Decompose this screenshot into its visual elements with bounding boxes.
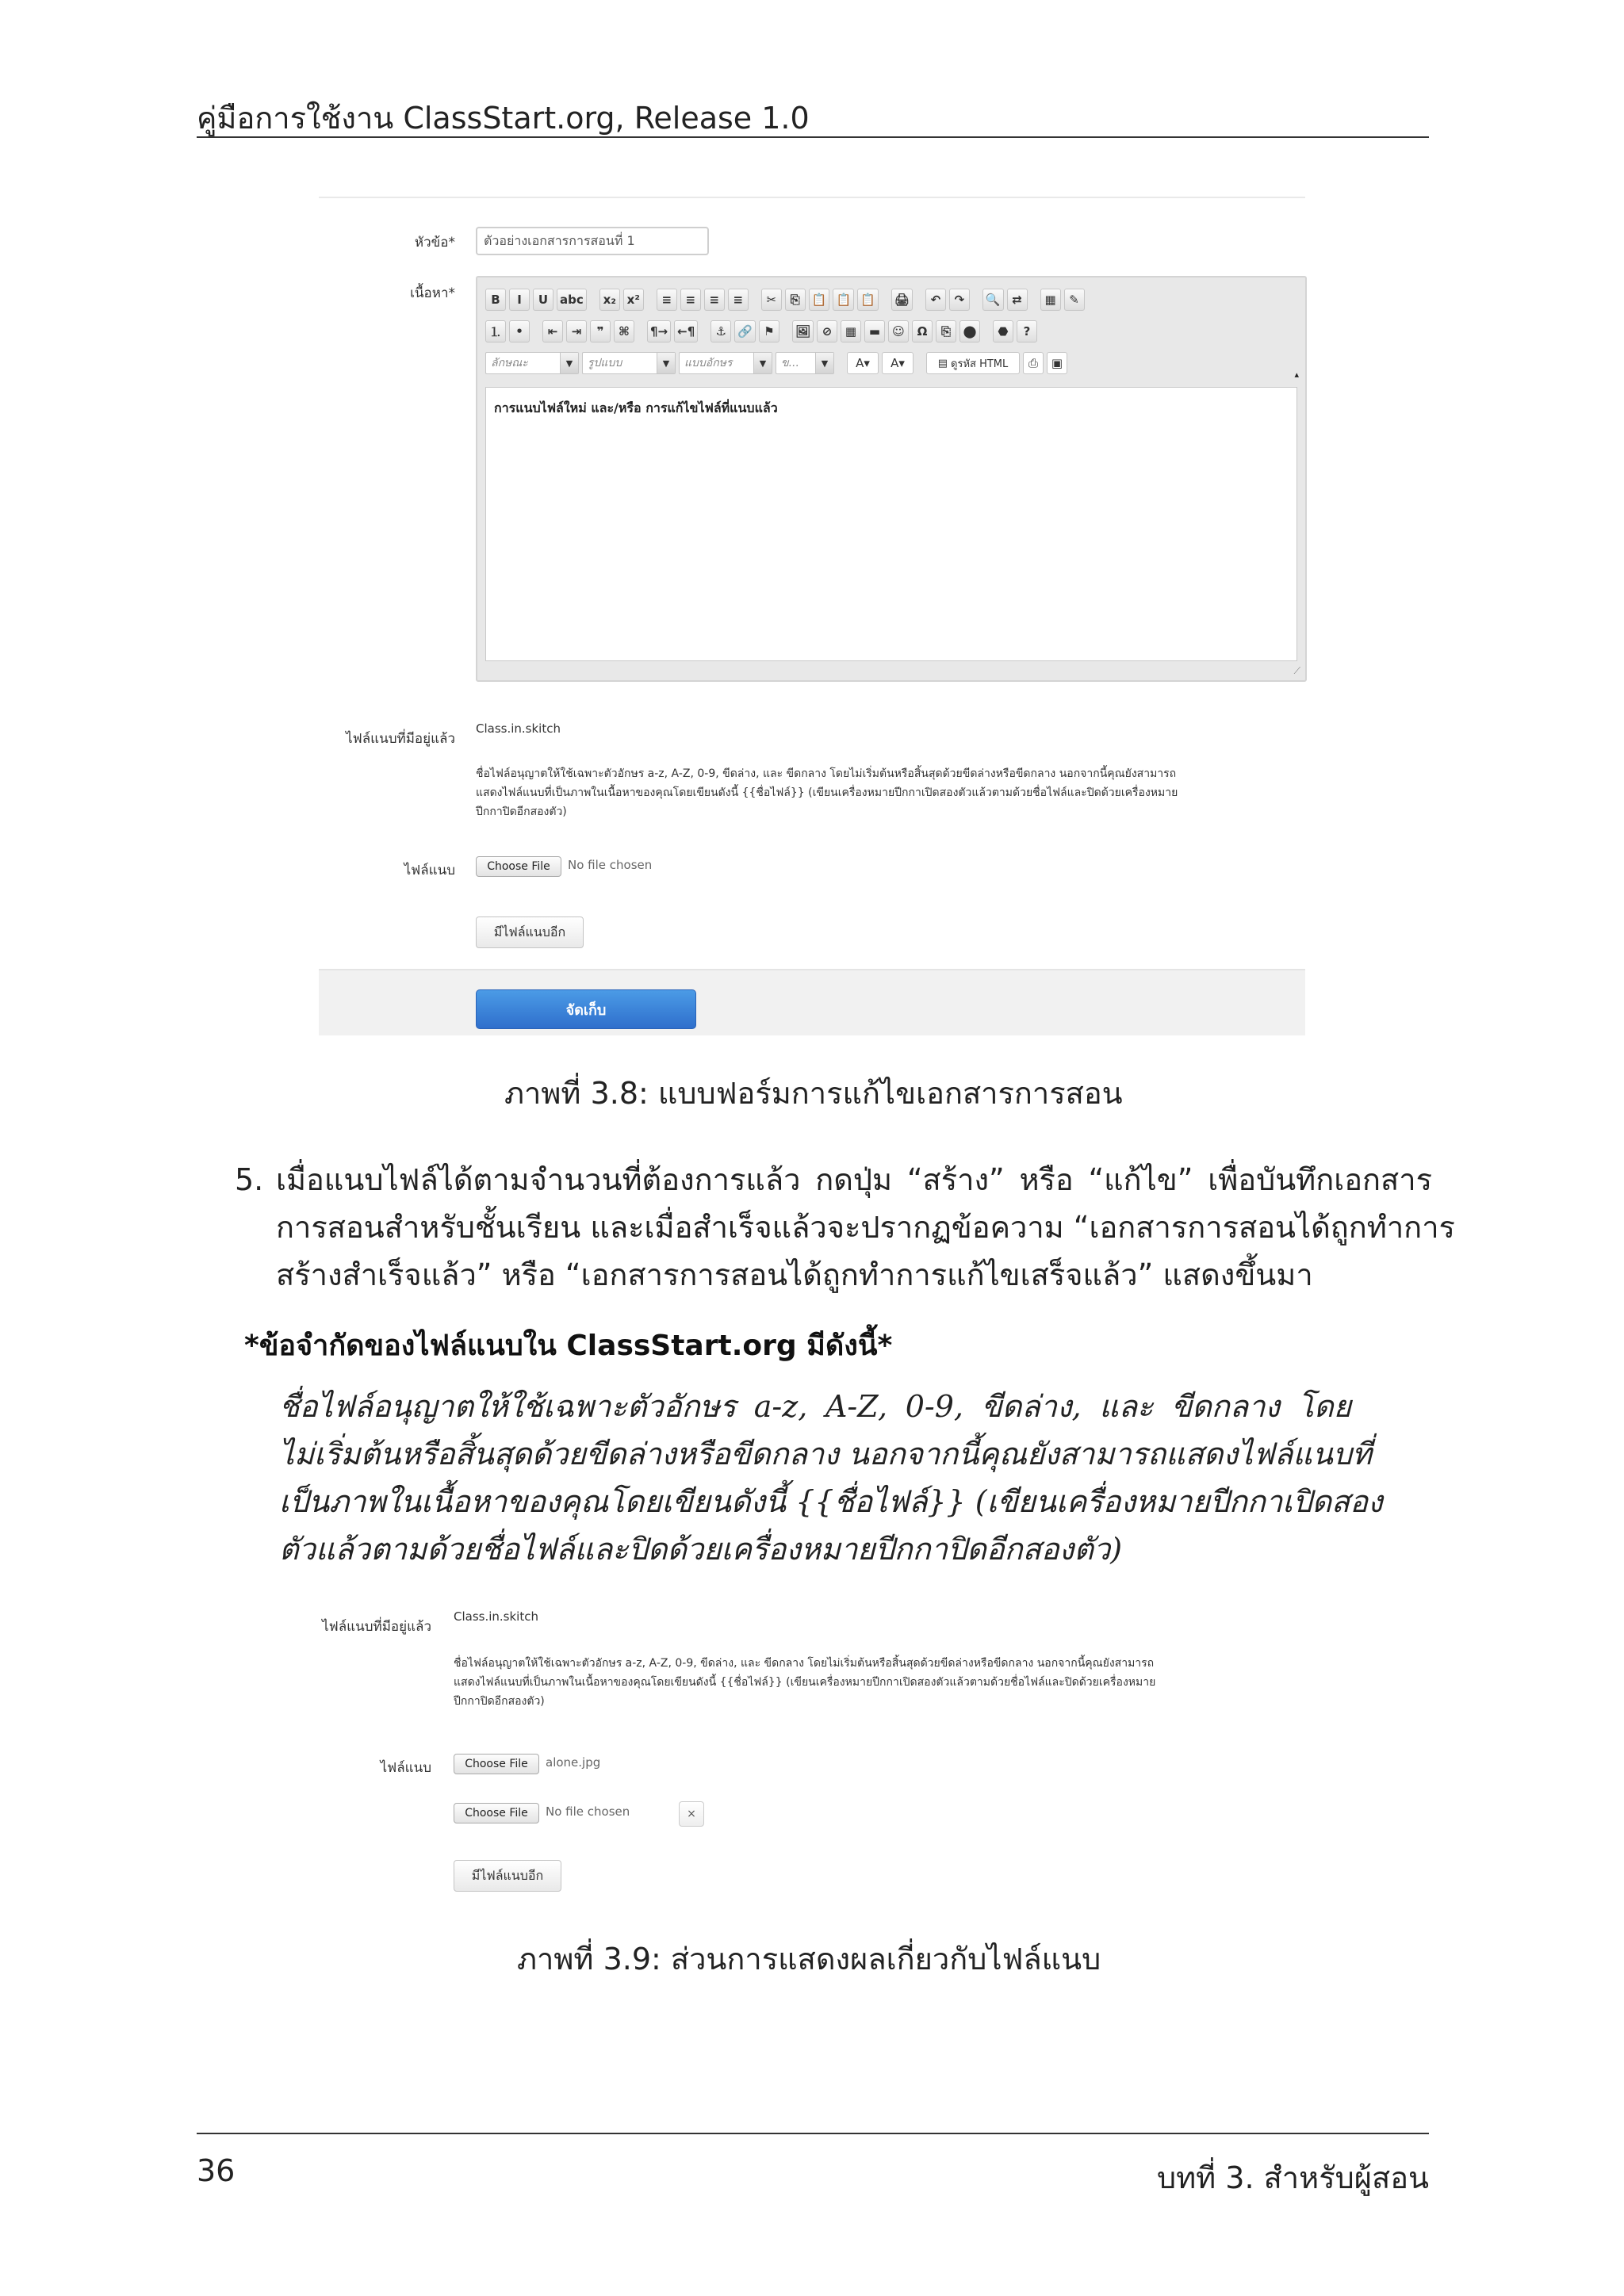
toolbar-button-2-19[interactable]: ⬣	[993, 320, 1013, 342]
toolbar-button-2-6[interactable]: ¶→	[647, 320, 671, 342]
toolbar-button-1-6[interactable]: ≡	[657, 289, 677, 311]
toolbar-button-1-12[interactable]: 📋	[809, 289, 830, 311]
title-label: หัวข้อ*	[414, 235, 455, 251]
preview-icon[interactable]: ⎙	[1023, 352, 1044, 374]
existing-files-label: ไฟล์แนบที่มีอยู่แล้ว	[322, 1619, 431, 1635]
footer-rule	[197, 2133, 1429, 2134]
toolbar-button-1-21[interactable]: ✎	[1064, 289, 1085, 311]
title-input[interactable]: ตัวอย่างเอกสารการสอนที่ 1	[476, 227, 709, 255]
editor-text: การแนบไฟล์ใหม่ และ/หรือ การแก้ไขไฟล์ที่แนบแล้ว	[494, 400, 778, 415]
form-top-border	[319, 197, 1305, 198]
style-combo[interactable]: ลักษณะ ▼	[485, 352, 579, 374]
toolbar-button-1-8[interactable]: ≡	[704, 289, 725, 311]
toolbar-button-1-17[interactable]: ↷	[949, 289, 970, 311]
header-rule	[197, 136, 1429, 138]
toolbar-button-1-19[interactable]: ⇄	[1007, 289, 1028, 311]
toolbar-button-1-20[interactable]: ▦	[1040, 289, 1061, 311]
editor-toolbar-row-2	[485, 319, 1037, 344]
attach-label: ไฟล์แนบ	[404, 863, 455, 878]
toolbar-button-1-11[interactable]: ⎘	[785, 289, 806, 311]
editor-content-area[interactable]	[485, 387, 1297, 661]
toolbar-button-1-3[interactable]: abc	[557, 289, 587, 311]
form-footer-bar	[319, 969, 1305, 1035]
toolbar-button-2-0[interactable]: ⒈	[485, 320, 506, 342]
file-help-text: ชื่อไฟล์อนุญาตให้ใช้เฉพาะตัวอักษร a-z, A-Z, 0-9, ขีดล่าง, และ ขีดกลาง โดยไม่เริ่มต้นหรือสิ้นสุดด้วยขีดล่างหรือขีดกลาง นอกจากนี้คุณยังสามารถ แสดงไฟล์แนบที่เป็นภาพในเนื้อหาของคุณโดยเขียนดังนี้ {{ชื่อไฟล์}} (เขียนเครื่องหมายปีกกาเปิดสองตัวแล้วตามด้วยชื่อไฟล์และปิดด้วยเครื่องหมาย ปีกกาปิดอีกสองตัว)	[454, 1657, 1156, 1708]
attachment-limits-heading: *ข้อจำกัดของไฟล์แนบใน ClassStart.org มีดังนี้*	[244, 1330, 893, 1362]
toolbar-button-1-15[interactable]: 🖨	[891, 289, 913, 311]
file-2-name: No file chosen	[546, 1804, 630, 1819]
toolbar-button-2-15[interactable]: ☺	[888, 320, 909, 342]
toolbar-button-1-4[interactable]: x₂	[599, 289, 620, 311]
toolbar-button-2-11[interactable]: 🖼	[792, 320, 814, 342]
existing-file-name[interactable]: Class.in.skitch	[476, 721, 561, 736]
step-number: 5.	[235, 1162, 264, 1197]
bg-color-button[interactable]: A▾	[882, 352, 914, 374]
toolbar-button-2-10[interactable]: ⚑	[759, 320, 779, 342]
toolbar-button-2-13[interactable]: ▦	[841, 320, 861, 342]
toolbar-button-2-16[interactable]: Ω	[912, 320, 933, 342]
source-html-button[interactable]: ▤ ดูรหัส HTML	[926, 352, 1020, 374]
choose-file-button[interactable]: Choose File	[476, 856, 561, 877]
toolbar-button-2-1[interactable]: •	[509, 320, 530, 342]
attachment-limits-text: ชื่อไฟล์อนุญาตให้ใช้เฉพาะตัวอักษร a-z, A-Z, 0-9, ขีดล่าง, และ ขีดกลาง โดย ไม่เริ่มต้นหรือสิ้นสุดด้วยขีดล่างหรือขีดกลาง นอกจากนี้คุณยังสามารถแสดงไฟล์แนบที่ เป็นภาพในเนื้อหาของคุณโดยเขียนดังนี้ {{ชื่อไฟล์}} (เขียนเครื่องหมายปีกกาเปิดสอง ตัวแล้วตามด้วยชื่อไฟล์และปิดด้วยเครื่องหมายปีกกาปิดอีกสองตัว)	[279, 1389, 1383, 1567]
remove-file-button[interactable]	[679, 1801, 704, 1827]
toolbar-button-2-2[interactable]: ⇤	[542, 320, 563, 342]
choose-file-button-1[interactable]: Choose File	[454, 1754, 539, 1774]
toolbar-button-1-7[interactable]: ≡	[680, 289, 701, 311]
toolbar-button-1-0[interactable]: B	[485, 289, 506, 311]
no-file-text: No file chosen	[568, 858, 653, 872]
file-help-text: ชื่อไฟล์อนุญาตให้ใช้เฉพาะตัวอักษร a-z, A-Z, 0-9, ขีดล่าง, และ ขีดกลาง โดยไม่เริ่มต้นหรือสิ้นสุดด้วยขีดล่างหรือขีดกลาง นอกจากนี้คุณยังสามารถ แสดงไฟล์แนบที่เป็นภาพในเนื้อหาของคุณโดยเขียนดังนี้ {{ชื่อไฟล์}} (เขียนเครื่องหมายปีกกาเปิดสองตัวแล้วตามด้วยชื่อไฟล์และปิดด้วยเครื่องหมาย ปีกกาปิดอีกสองตัว)	[476, 767, 1178, 818]
content-label: เนื้อหา*	[410, 285, 455, 301]
toolbar-button-1-18[interactable]: 🔍	[982, 289, 1004, 311]
toolbar-button-2-9[interactable]: 🔗	[734, 320, 756, 342]
attach-label: ไฟล์แนบ	[380, 1760, 431, 1776]
toolbar-button-1-13[interactable]: 📋	[833, 289, 854, 311]
font-combo[interactable]: แบบอักษร ▼	[679, 352, 772, 374]
resize-handle-icon[interactable]: ⟋	[1293, 665, 1300, 676]
toolbar-button-2-7[interactable]: ←¶	[674, 320, 698, 342]
collapse-toolbar-icon[interactable]: ▴	[1294, 369, 1299, 380]
figure-3-8-screenshot	[319, 197, 1305, 1034]
running-header: คู่มือการใช้งาน ClassStart.org, Release 1.0	[197, 101, 810, 136]
save-button[interactable]: จัดเก็บ	[476, 989, 696, 1029]
rich-text-editor	[476, 276, 1307, 682]
step-5-paragraph	[235, 1156, 1455, 1307]
toolbar-button-1-2[interactable]: U	[533, 289, 553, 311]
toolbar-button-2-4[interactable]: ❞	[590, 320, 611, 342]
figure-3-8-caption: ภาพที่ 3.8: แบบฟอร์มการแก้ไขเอกสารการสอน	[504, 1076, 1123, 1111]
toolbar-button-2-3[interactable]: ⇥	[566, 320, 587, 342]
figure-3-9-screenshot	[319, 1601, 1305, 1903]
add-more-files-button[interactable]: มีไฟล์แนบอีก	[454, 1860, 561, 1892]
text-color-button[interactable]: A▾	[847, 352, 879, 374]
editor-toolbar-row-1	[485, 287, 1085, 312]
toolbar-button-1-14[interactable]: 📋	[857, 289, 879, 311]
close-icon: ×	[687, 1808, 696, 1820]
toolbar-button-1-9[interactable]: ≡	[728, 289, 749, 311]
existing-files-label: ไฟล์แนบที่มีอยู่แล้ว	[346, 731, 455, 747]
choose-file-button-2[interactable]: Choose File	[454, 1803, 539, 1823]
toolbar-button-2-14[interactable]: ▬	[864, 320, 885, 342]
toolbar-button-1-16[interactable]: ↶	[925, 289, 946, 311]
source-icon: ▤	[937, 357, 948, 369]
existing-file-name[interactable]: Class.in.skitch	[454, 1609, 538, 1624]
add-more-files-button[interactable]: มีไฟล์แนบอีก	[476, 916, 584, 948]
figure-3-9-caption: ภาพที่ 3.9: ส่วนการแสดงผลเกี่ยวกับไฟล์แนบ	[517, 1942, 1101, 1976]
toolbar-button-2-12[interactable]: ⊘	[817, 320, 837, 342]
editor-toolbar-row-3	[485, 350, 1067, 376]
page-number: 36	[197, 2153, 236, 2188]
toolbar-button-1-1[interactable]: I	[509, 289, 530, 311]
file-1-name: alone.jpg	[546, 1755, 601, 1770]
templates-icon[interactable]: ▣	[1047, 352, 1067, 374]
toolbar-button-1-5[interactable]: x²	[623, 289, 644, 311]
toolbar-button-1-10[interactable]: ✂	[761, 289, 782, 311]
toolbar-button-2-8[interactable]: ⚓	[710, 320, 731, 342]
size-combo[interactable]: ข... ▼	[776, 352, 834, 374]
step-5-text: เมื่อแนบไฟล์ได้ตามจำนวนที่ต้องการแล้ว กดปุ่ม “สร้าง” หรือ “แก้ไข” เพื่อบันทึกเอกสาร การสอนสำหรับชั้นเรียน และเมื่อสำเร็จแล้วจะปรากฏข้อความ “เอกสารการสอนได้ถูกทำการ สร้างสำเร็จแล้ว” หรือ “เอกสารการสอนได้ถูกทำการแก้ไขเสร็จแล้ว” แสดงขึ้นมา	[276, 1162, 1455, 1292]
toolbar-button-2-17[interactable]: ⎘	[936, 320, 956, 342]
format-combo[interactable]: รูปแบบ ▼	[582, 352, 676, 374]
chapter-title: บทที่ 3. สำหรับผู้สอน	[1156, 2160, 1429, 2195]
toolbar-button-2-20[interactable]: ?	[1017, 320, 1037, 342]
toolbar-button-2-5[interactable]: ⌘	[614, 320, 634, 342]
toolbar-button-2-18[interactable]: ⬤	[959, 320, 980, 342]
